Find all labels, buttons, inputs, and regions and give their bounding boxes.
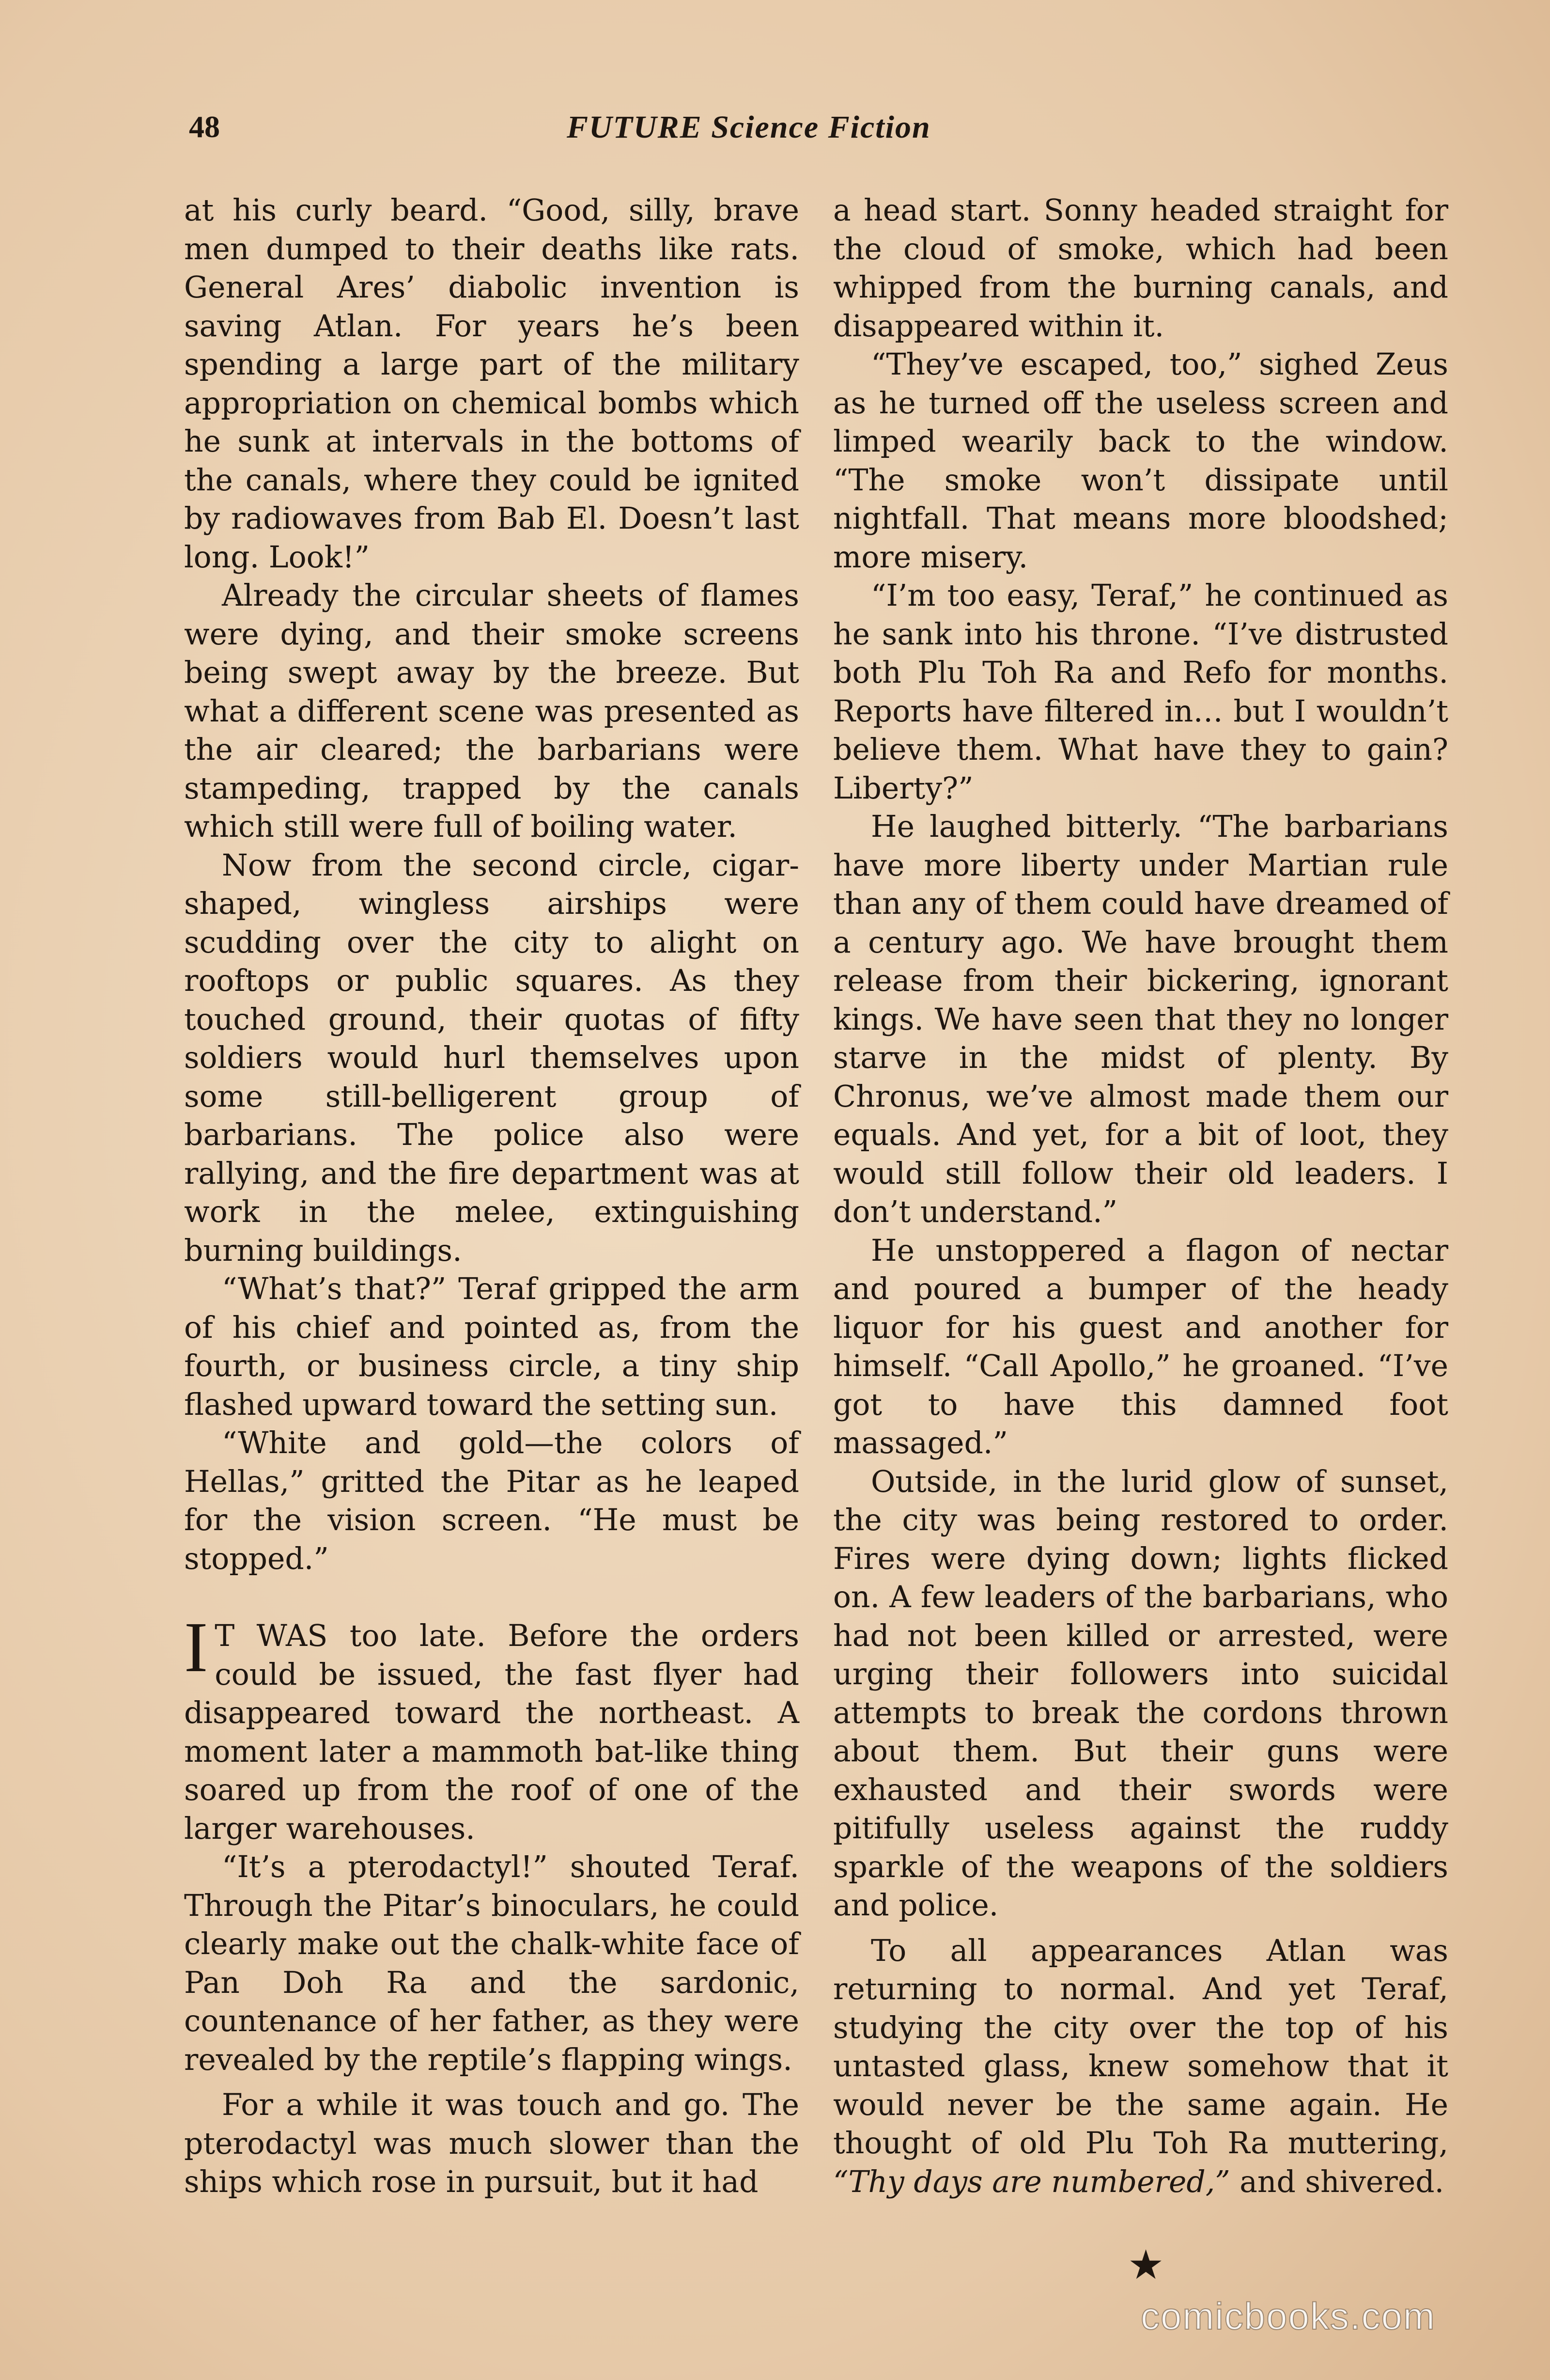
italic-quote: “Thy days are numbered,” xyxy=(833,2164,1230,2199)
paragraph: at his curly beard. “Good, silly, brave men dumped to their deaths like rats. General Ares’ diabolic invention is saving Atlan. For years he’s been spending a large part of the military appropriation on chemical bombs which he sunk at intervals in the bottoms of the canals, where they could be ignited by radiowaves from Bab El. Doesn’t last long. Look!” xyxy=(184,193,799,575)
paragraph-text: and shivered. xyxy=(1230,2164,1444,2199)
paragraph-text: T WAS too late. Before the orders could be issued, the fast flyer had disappeared toward the northeast. A moment later a mammoth bat-like thing soared up from the roof of one of the larger warehouses. xyxy=(184,1618,799,1846)
section-opening-paragraph xyxy=(184,1608,799,1848)
paragraph: a head start. Sonny headed straight for the cloud of smoke, which had been whipped from the burning canals, and disappeared within it. xyxy=(833,193,1448,344)
paragraph: “It’s a pterodactyl!” shouted Teraf. Through the Pitar’s binoculars, he could clearly make out the chalk-white face of Pan Doh Ra and the sardonic, countenance of her father, as they were revealed by the reptile’s flapping wings. xyxy=(184,1849,799,2077)
drop-cap: I xyxy=(184,1608,208,1687)
paragraph-text: To all appearances Atlan was returning to normal. And yet Teraf, studying the city over the top of his untasted glass, knew somehow that it would never be the same again. He thought of old Plu Toh Ra muttering, xyxy=(833,1933,1448,2161)
paragraph: “They’ve escaped, too,” sighed Zeus as he turned off the useless screen and limped wearily back to the window. “The smoke won’t dissipate until nightfall. That means more bloodshed; more misery. xyxy=(833,347,1448,575)
page-header xyxy=(189,109,1361,162)
paragraph: Outside, in the lurid glow of sunset, the city was being restored to order. Fires were dying down; lights flicked on. A few leaders of the barbarians, who had not been killed or arrested, were urging their followers into suicidal attempts to break the cordons thrown about them. But their guns were exhausted and their swords were pitifully useless against the ruddy sparkle of the weapons of the soldiers and police. xyxy=(833,1464,1448,1923)
end-star-icon: ★ xyxy=(1128,2241,1164,2288)
page-number: 48 xyxy=(189,110,220,144)
paragraph: For a while it was touch and go. The pterodactyl was much slower than the ships which rose in pursuit, but it had xyxy=(184,2087,799,2199)
paragraph: He unstoppered a flagon of nectar and poured a bumper of the heady liquor for his guest and another for himself. “Call Apollo,” he groaned. “I’ve got to have this damned foot massaged.” xyxy=(833,1233,1448,1460)
paragraph xyxy=(833,1932,1448,2202)
paragraph: “What’s that?” Teraf gripped the arm of his chief and pointed as, from the fourth, or business circle, a tiny ship flashed upward toward the setting sun. xyxy=(184,1271,799,1422)
paragraph: He laughed bitterly. “The barbarians have more liberty under Martian rule than any of them could have dreamed of a century ago. We have brought them release from their bickering, ignorant kings. We have seen that they no longer starve in the midst of plenty. By Chronus, we’ve almost made them our equals. And yet, for a bit of loot, they would still follow their old leaders. I don’t understand.” xyxy=(833,809,1448,1229)
right-column xyxy=(833,191,1448,2201)
magazine-title: FUTURE Science Fiction xyxy=(567,110,931,145)
watermark: comicbooks.com xyxy=(1141,2295,1436,2337)
paragraph: “White and gold—the colors of Hellas,” gritted the Pitar as he leaped for the vision screen. “He must be stopped.” xyxy=(184,1425,799,1576)
paragraph: “I’m too easy, Teraf,” he continued as he sank into his throne. “I’ve distrusted both Plu Toh Ra and Refo for months. Reports have filtered in… but I wouldn’t believe them. What have they to gain? Liberty?” xyxy=(833,578,1448,806)
left-column xyxy=(184,191,799,2202)
paragraph: Already the circular sheets of flames were dying, and their smoke screens being swept away by the breeze. But what a different scene was presented as the air cleared; the barbarians were stampeding, trapped by the canals which still were full of boiling water. xyxy=(184,578,799,844)
paragraph: Now from the second circle, cigar-shaped, wingless airships were scudding over the city to alight on rooftops or public squares. As they touched ground, their quotas of fifty soldiers would hurl themselves upon some still-belligerent group of barbarians. The police also were rallying, and the fire department was at work in the melee, extinguishing burning buildings. xyxy=(184,847,799,1268)
